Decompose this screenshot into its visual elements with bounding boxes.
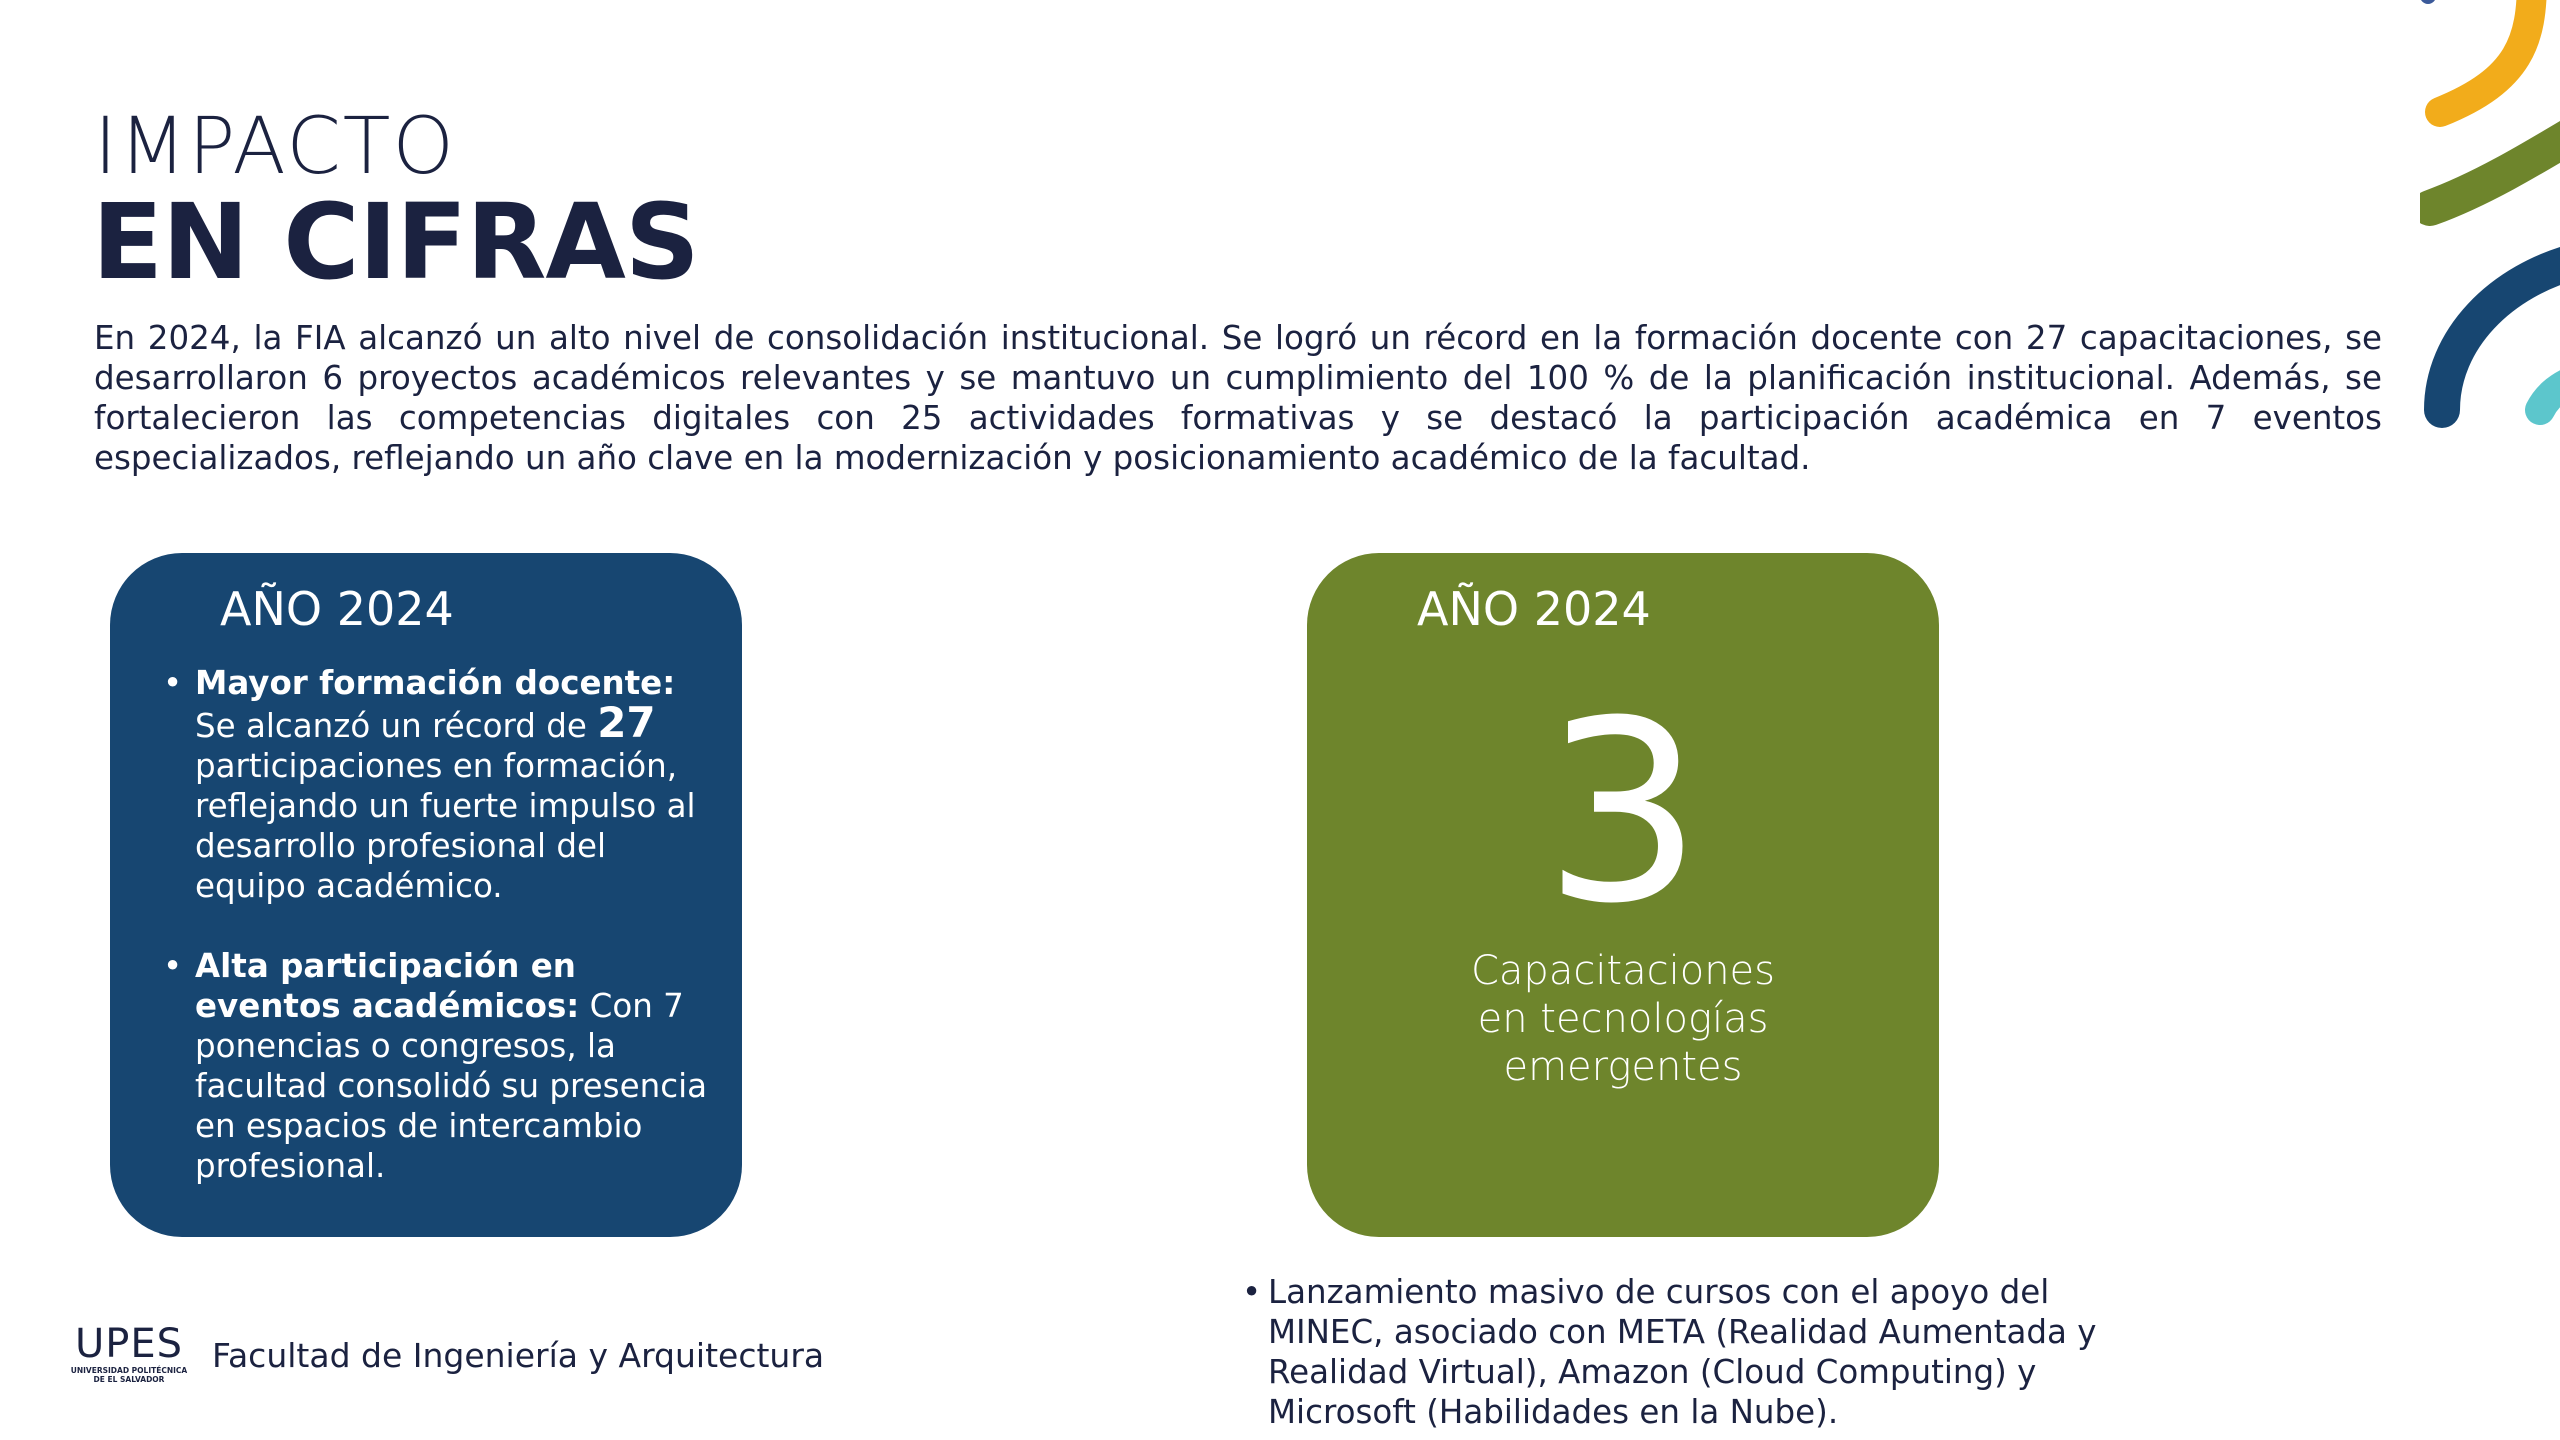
bottom-note-item: • Lanzamiento masivo de cursos con el apoyo del MINEC, asociado con META (Realidad Aumentada y Realidad Virtual), Amazon (Cloud Computing) y Microsoft (Habilidades en la Nube). [1240,1272,2100,1432]
list-item-training [155,663,725,906]
title-line-2: EN CIFRAS [92,181,699,303]
deco-dot [2420,0,2436,4]
intro-paragraph: En 2024, la FIA alcanzó un alto nivel de consolidación institucional. Se logró un récord en la formación docente con 27 capacitaciones, se desarrollaron 6 proyectos académicos relevantes y se mantuvo un cumplimiento del 100 % de la planificación institucional. Además, se fortalecieron las competencias digitales con 25 actividades formativas y se destacó la participación académica en 7 eventos especializados, reflejando un año clave en la modernización y posicionamiento académico de la facultad. [94,319,2382,477]
logo-subtitle-1: UNIVERSIDAD POLITÉCNICA [70,1366,188,1375]
deco-green-stroke [2430,130,2560,208]
card-year-label: AÑO 2024 [1417,582,1651,636]
stat-label-line: en tecnologías [1477,996,1769,1042]
stat-label-line: Capacitaciones [1470,948,1776,994]
stat-label-line: emergentes [1503,1044,1743,1090]
deco-yellow-stroke [2440,0,2532,112]
list-item-events [155,946,725,1186]
title-line-1: IMPACTO [94,102,456,192]
faculty-name: Facultad de Ingeniería y Arquitectura [212,1335,825,1375]
logo-word: UPES [74,1321,184,1367]
deco-teal-stroke [2540,375,2560,410]
item-highlight-number: 27 [597,698,656,747]
stat-number: 3 [1543,667,1703,958]
bottom-note [1240,1272,2100,1432]
achievement-list [155,663,725,1186]
logo-subtitle-2: DE EL SALVADOR [93,1375,165,1384]
item-text: participaciones en formación, reflejando un fuerte impulso al desarrollo profesional del equipo académico. [195,747,696,905]
decorative-curves [2420,0,2560,440]
item-text: Se alcanzó un récord de [195,707,598,745]
item-heading: Alta participación en eventos académicos: [195,947,580,1025]
item-heading: Mayor formación docente: [195,664,676,702]
footer [64,1322,824,1388]
stat-label [1307,947,1939,1091]
card-stat [1307,553,1939,1237]
card-year-summary [110,553,742,1237]
card-year-label: AÑO 2024 [220,582,454,636]
upes-logo [64,1322,194,1388]
item-text: Con 7 ponencias o congresos, la facultad consolidó su presencia en espacios de intercambio profesional. [195,987,708,1185]
